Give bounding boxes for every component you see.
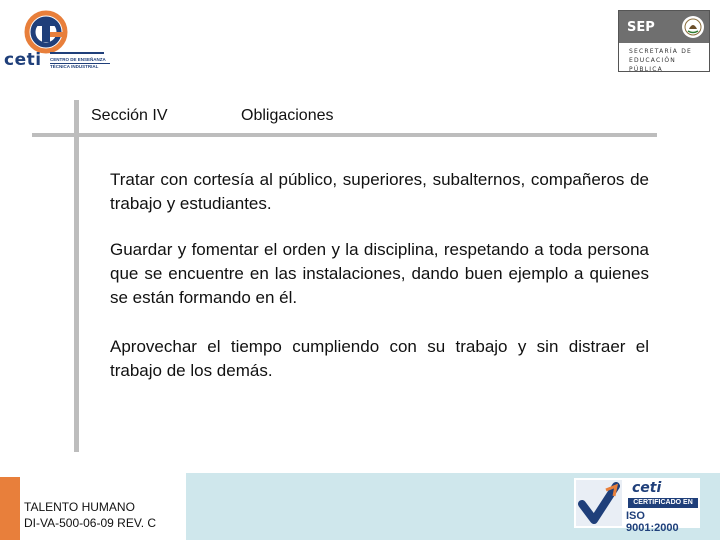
iso-certification-badge xyxy=(574,478,700,534)
ceti-subtitle-line-1: CENTRO DE ENSEÑANZA xyxy=(50,57,106,62)
mexico-seal-icon xyxy=(681,15,705,39)
sep-label: SEP xyxy=(627,20,655,35)
frame-vertical-divider xyxy=(74,100,79,452)
section-label: Sección IV xyxy=(91,107,168,124)
obligation-paragraph-3: Aprovechar el tiempo cumpliendo con su trabajo y sin distraer el trabajo de los demás. xyxy=(110,337,649,380)
cert-certified-in: CERTIFICADO EN xyxy=(628,498,698,508)
ceti-subtitle-line-2: TÉCNICA INDUSTRIAL xyxy=(50,63,110,70)
section-title: Obligaciones xyxy=(241,107,334,124)
sep-text-line-2: EDUCACIÓN PÚBLICA xyxy=(629,57,676,73)
checkmark-icon xyxy=(576,480,622,526)
sep-logo-band xyxy=(619,11,709,43)
obligation-paragraph-1: Tratar con cortesía al público, superiores, subalternos, compañeros de trabajo y estudiantes. xyxy=(110,170,649,213)
sep-text xyxy=(629,47,709,74)
cert-ceti-name: ceti xyxy=(632,480,662,496)
ceti-logo-text: ceti xyxy=(4,50,42,70)
ceti-logo-subtitle xyxy=(50,57,110,70)
footer-document-code: DI-VA-500-06-09 REV. C xyxy=(24,516,157,530)
cert-iso-standard: ISO 9001:2000 xyxy=(626,510,679,534)
sep-text-line-1: SECRETARÍA DE xyxy=(629,48,693,55)
sep-logo xyxy=(618,10,710,72)
footer-department: TALENTO HUMANO xyxy=(24,500,135,514)
obligation-paragraph-2: Guardar y fomentar el orden y la disciplina, respetando a toda persona que se encuentre en las instalaciones, dando buen ejemplo a quienes se están formando en él. xyxy=(110,240,649,307)
frame-horizontal-divider xyxy=(32,133,657,137)
